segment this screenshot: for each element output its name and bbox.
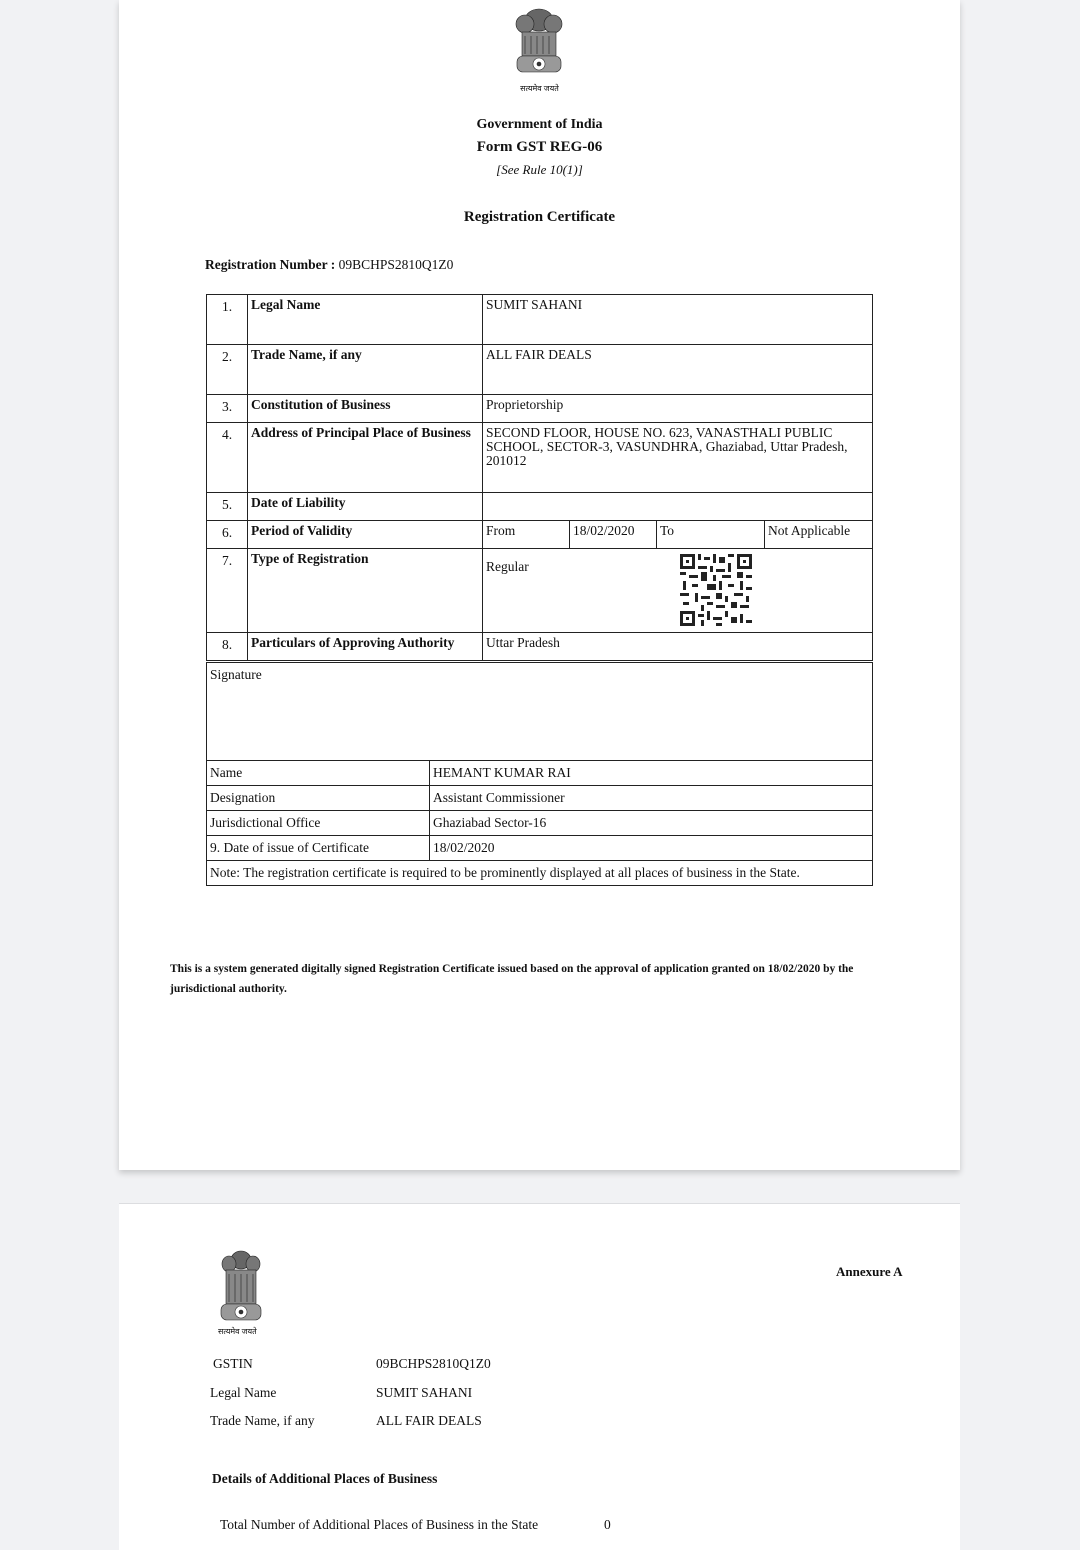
national-emblem-icon	[511, 6, 567, 82]
registration-number-label: Registration Number :	[205, 257, 336, 272]
from-label: From	[483, 521, 570, 549]
legal-name-label: Legal Name	[210, 1385, 277, 1400]
trade-name-value: ALL FAIR DEALS	[376, 1413, 482, 1428]
row-label: Particulars of Approving Authority	[248, 633, 483, 661]
designation-label: Designation	[207, 786, 430, 811]
signature-label: Signature	[207, 663, 873, 761]
registration-details-table	[206, 294, 873, 661]
form-title: Form GST REG-06	[476, 139, 603, 155]
row-label: Address of Principal Place of Business	[248, 423, 483, 493]
table-row	[207, 295, 873, 345]
registration-type-value: Regular	[486, 559, 529, 574]
qr-code-icon[interactable]	[680, 554, 752, 626]
validity-to-value: Not Applicable	[765, 521, 873, 549]
system-generated-note: This is a system generated digitally signed Registration Certificate issued based on the approval of application granted on 18/02/2020 by the jurisdictional authority.	[170, 963, 854, 995]
emblem-motto: सत्यमेव जयते	[520, 84, 559, 93]
row-number: 7.	[207, 549, 248, 633]
row-number: 6.	[207, 521, 248, 549]
row-label: Date of Liability	[248, 493, 483, 521]
registration-number-value: 09BCHPS2810Q1Z0	[338, 257, 454, 272]
table-row	[207, 549, 873, 633]
display-note: Note: The registration certificate is required to be prominently displayed at all places of business in the State.	[207, 861, 873, 886]
total-additional-places-label: Total Number of Additional Places of Business in the State	[220, 1517, 539, 1532]
annexure-title: Annexure A	[836, 1264, 903, 1279]
table-row	[207, 811, 873, 836]
additional-places-heading: Details of Additional Places of Business	[212, 1471, 438, 1486]
validity-from-value: 18/02/2020	[570, 521, 657, 549]
issue-date-label: 9. Date of issue of Certificate	[207, 836, 430, 861]
table-row	[207, 493, 873, 521]
annexure-page	[119, 1203, 960, 1550]
legal-name-value: SUMIT SAHANI	[483, 295, 873, 345]
row-number: 3.	[207, 395, 248, 423]
table-row	[207, 786, 873, 811]
registration-number	[205, 257, 453, 273]
officer-name-label: Name	[207, 761, 430, 786]
rule-reference: [See Rule 10(1)]	[496, 162, 583, 177]
jurisdictional-office-value: Ghaziabad Sector-16	[430, 811, 873, 836]
table-row	[207, 521, 873, 549]
trade-name-value: ALL FAIR DEALS	[483, 345, 873, 395]
address-value: SECOND FLOOR, HOUSE NO. 623, VANASTHALI PUBLIC SCHOOL, SECTOR-3, VASUNDHRA, Ghaziabad, Uttar Pradesh, 201012	[483, 423, 873, 493]
table-row	[207, 423, 873, 493]
table-row	[207, 761, 873, 786]
jurisdictional-office-label: Jurisdictional Office	[207, 811, 430, 836]
row-label: Type of Registration	[248, 549, 483, 633]
legal-name-value: SUMIT SAHANI	[376, 1385, 473, 1400]
constitution-value: Proprietorship	[483, 395, 873, 423]
date-of-liability-value	[483, 493, 873, 521]
total-additional-places-value: 0	[604, 1517, 611, 1532]
row-label: Constitution of Business	[248, 395, 483, 423]
row-number: 2.	[207, 345, 248, 395]
row-number: 5.	[207, 493, 248, 521]
row-label: Trade Name, if any	[248, 345, 483, 395]
registration-type-cell	[483, 549, 873, 633]
government-heading: Government of India	[476, 117, 603, 132]
gstin-label: GSTIN	[213, 1356, 253, 1371]
officer-name-value: HEMANT KUMAR RAI	[430, 761, 873, 786]
issue-date-value: 18/02/2020	[430, 836, 873, 861]
table-row	[207, 836, 873, 861]
emblem-motto: सत्यमेव जयते	[218, 1327, 257, 1336]
designation-value: Assistant Commissioner	[430, 786, 873, 811]
signature-table	[206, 662, 873, 886]
row-label: Legal Name	[248, 295, 483, 345]
certificate-page	[119, 0, 960, 1170]
row-number: 1.	[207, 295, 248, 345]
row-label: Period of Validity	[248, 521, 483, 549]
table-row	[207, 633, 873, 661]
document-title: Registration Certificate	[463, 209, 616, 225]
row-number: 4.	[207, 423, 248, 493]
national-emblem-icon	[216, 1248, 266, 1326]
trade-name-label: Trade Name, if any	[210, 1413, 315, 1428]
table-row	[207, 395, 873, 423]
note-row	[207, 861, 873, 886]
table-row	[207, 345, 873, 395]
to-label: To	[657, 521, 765, 549]
row-number: 8.	[207, 633, 248, 661]
gstin-value: 09BCHPS2810Q1Z0	[376, 1356, 491, 1371]
signature-row	[207, 663, 873, 761]
approving-authority-value: Uttar Pradesh	[483, 633, 873, 661]
